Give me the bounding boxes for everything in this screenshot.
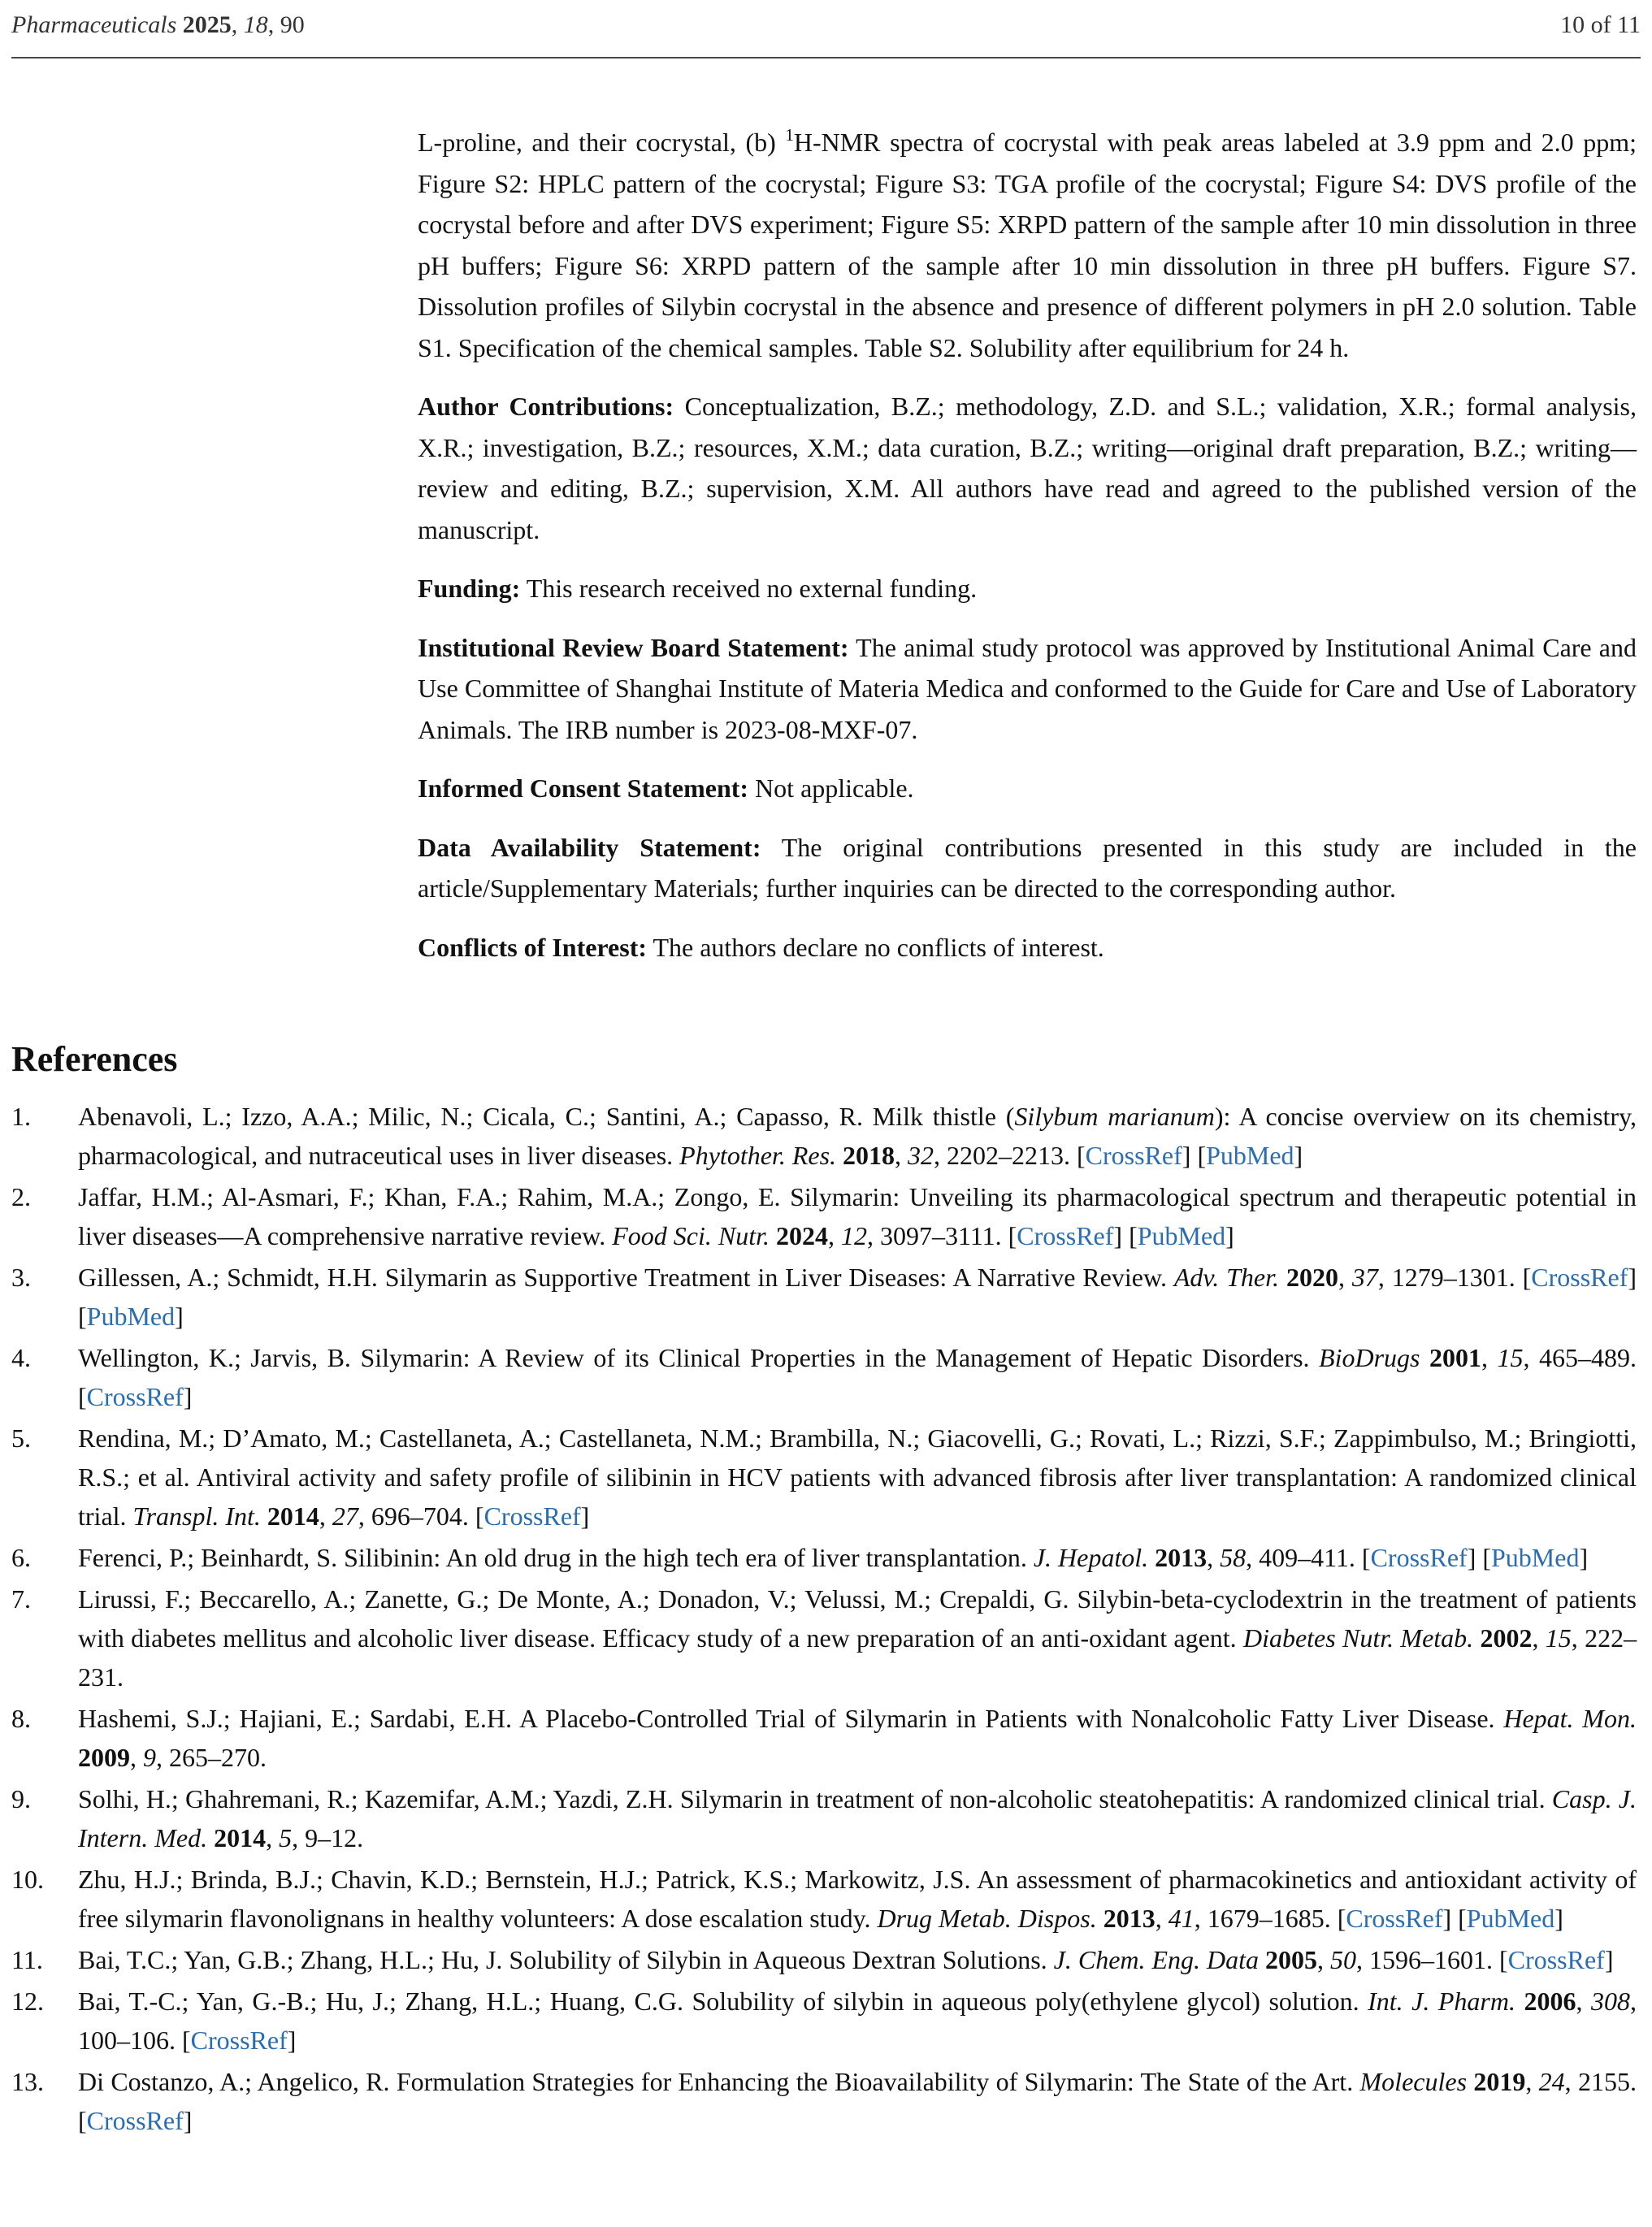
- reference-number: 1.: [11, 1102, 31, 1131]
- reference-number: 5.: [11, 1423, 31, 1453]
- reference-item: 11. Bai, T.C.; Yan, G.B.; Zhang, H.L.; Hu, J. Solubility of Silybin in Aqueous Dextran Solutions. J. Chem. Eng. Data 2005, 50, 1596–1601. [CrossRef]: [11, 1940, 1637, 1979]
- reference-number: 9.: [11, 1784, 31, 1813]
- reference-journal: Adv. Ther.: [1173, 1263, 1280, 1292]
- reference-pages: 1279–1301: [1391, 1263, 1509, 1292]
- statement-text: The original contributions presented in this study are included in the article/Supplementary Materials; further inquiries can be directed to the corresponding author.: [418, 832, 1637, 903]
- crossref-link[interactable]: CrossRef: [1507, 1945, 1605, 1974]
- supp-superscript: 1: [785, 125, 794, 145]
- reference-year: 2014: [267, 1501, 319, 1531]
- reference-number: 4.: [11, 1343, 31, 1372]
- reference-year: 2013: [1155, 1543, 1208, 1572]
- reference-number: 8.: [11, 1704, 31, 1733]
- reference-title: Silibinin: An old drug in the high tech era of liver transplantation.: [344, 1543, 1034, 1572]
- reference-year: 2020: [1286, 1263, 1338, 1292]
- page-header: [11, 8, 1641, 58]
- reference-volume: 37: [1351, 1263, 1378, 1292]
- crossref-link[interactable]: CrossRef: [86, 1382, 184, 1411]
- reference-journal: BioDrugs: [1319, 1343, 1420, 1372]
- crossref-link[interactable]: CrossRef: [1531, 1263, 1628, 1292]
- statement-text: The animal study protocol was approved by Institutional Animal Care and Use Committee of Shanghai Institute of Materia Medica and conformed to the Guide for Care and Use of Laboratory Animals. The IRB number is 2023-08-MXF-07.: [418, 632, 1637, 744]
- statement-0: [418, 386, 1637, 550]
- reference-volume: 9: [143, 1743, 156, 1772]
- reference-volume: 308: [1591, 1987, 1631, 2016]
- reference-authors: Hashemi, S.J.; Hajiani, E.; Sardabi, E.H.: [78, 1704, 520, 1733]
- reference-year: 2005: [1265, 1945, 1318, 1974]
- reference-pages: 100–106: [78, 2026, 169, 2055]
- supplementary-continuation: [418, 122, 1637, 368]
- reference-item: 13. Di Costanzo, A.; Angelico, R. Formulation Strategies for Enhancing the Bioavailability of Silymarin: The State of the Art. Molecules 2019, 24, 2155. [CrossRef]: [11, 2062, 1637, 2140]
- statement-text: The authors declare no conflicts of interest.: [647, 932, 1104, 962]
- reference-journal: Diabetes Nutr. Metab.: [1242, 1623, 1474, 1653]
- statement-1: [418, 568, 1637, 609]
- journal-year: 2025: [182, 11, 232, 38]
- reference-item: 8. Hashemi, S.J.; Hajiani, E.; Sardabi, E.H. A Placebo-Controlled Trial of Silymarin in Patients with Nonalcoholic Fatty Liver Disease. Hepat. Mon. 2009, 9, 265–270.: [11, 1699, 1637, 1777]
- reference-volume: 50: [1330, 1945, 1357, 1974]
- references-heading: References: [11, 1039, 178, 1079]
- reference-title: Formulation Strategies for Enhancing the Bioavailability of Silymarin: The State of the Art.: [396, 2067, 1360, 2096]
- supp-text-a: L-proline, and their cocrystal, (b): [418, 128, 786, 157]
- reference-item: 9. Solhi, H.; Ghahremani, R.; Kazemifar, A.M.; Yazdi, Z.H. Silymarin in treatment of non-alcoholic steatohepatitis: A randomized clinical trial. Casp. J. Intern. Med. 2014, 5, 9–12.: [11, 1779, 1637, 1857]
- reference-title: Solubility of Silybin in Aqueous Dextran Solutions.: [509, 1945, 1054, 1974]
- reference-title-italic: Silybum marianum: [1014, 1102, 1215, 1131]
- reference-journal: Int. J. Pharm.: [1368, 1987, 1515, 2016]
- reference-pages: 222–231: [78, 1623, 1637, 1692]
- reference-journal: Drug Metab. Dispos.: [877, 1904, 1097, 1933]
- page-number: 10 of 11: [1560, 11, 1641, 38]
- reference-number: 12.: [11, 1987, 44, 2016]
- crossref-link[interactable]: CrossRef: [1017, 1221, 1114, 1250]
- reference-authors: Abenavoli, L.; Izzo, A.A.; Milic, N.; Cicala, C.; Santini, A.; Capasso, R.: [78, 1102, 873, 1131]
- reference-year: 2014: [214, 1823, 267, 1852]
- reference-year: 2002: [1480, 1623, 1533, 1653]
- reference-title: ): A concise overview on its chemistry, pharmacological, and nutraceutical uses in liver diseases.: [78, 1102, 1637, 1170]
- journal-citation: Pharmaceuticals 2025, 18, 90: [11, 11, 305, 38]
- reference-volume: 12: [841, 1221, 868, 1250]
- reference-authors: Di Costanzo, A.; Angelico, R.: [78, 2067, 397, 2096]
- reference-item: 5. Rendina, M.; D’Amato, M.; Castellaneta, A.; Castellaneta, N.M.; Brambilla, N.; Giacovelli, G.; Rovati, L.; Rizzi, S.F.; Zappimbulso, M.; Bringiotti, R.S.; et al. Antiviral activity and safety profile of silibinin in HCV patients with advanced fibrosis after liver transplantation: A randomized clinical trial. Transpl. Int. 2014, 27, 696–704. [CrossRef]: [11, 1419, 1637, 1536]
- reference-year: 2006: [1524, 1987, 1576, 2016]
- reference-item: 4. Wellington, K.; Jarvis, B. Silymarin: A Review of its Clinical Properties in the Management of Hepatic Disorders. BioDrugs 2001, 15, 465–489. [CrossRef]: [11, 1338, 1637, 1416]
- reference-journal: Hepat. Mon.: [1503, 1704, 1637, 1733]
- reference-pages: 2155: [1578, 2067, 1630, 2096]
- reference-pages: 1679–1685: [1207, 1904, 1325, 1933]
- reference-journal: J. Chem. Eng. Data: [1053, 1945, 1260, 1974]
- reference-authors: Ferenci, P.; Beinhardt, S.: [78, 1543, 345, 1572]
- journal-article: 90: [280, 11, 305, 38]
- statement-label: Funding:: [418, 574, 521, 603]
- reference-volume: 15: [1497, 1343, 1524, 1372]
- statement-text: This research received no external funding.: [520, 574, 978, 603]
- journal-volume: 18: [243, 11, 268, 38]
- reference-journal: Food Sci. Nutr.: [612, 1221, 770, 1250]
- reference-title: Silybin-beta-cyclodextrin in the treatment of patients with diabetes mellitus and alcoholic liver disease. Efficacy study of a new preparation of an anti-oxidant agent.: [78, 1584, 1637, 1653]
- reference-title: Silymarin: A Review of its Clinical Properties in the Management of Hepatic Disorders.: [360, 1343, 1320, 1372]
- reference-item: 12. Bai, T.-C.; Yan, G.-B.; Hu, J.; Zhang, H.L.; Huang, C.G. Solubility of silybin in aqueous poly(ethylene glycol) solution. Int. J. Pharm. 2006, 308, 100–106. [CrossRef]: [11, 1982, 1637, 2060]
- statement-text: Conceptualization, B.Z.; methodology, Z.D. and S.L.; validation, X.R.; formal analysis, X.R.; investigation, B.Z.; resources, X.M.; data curation, B.Z.; writing—original draft preparation, B.Z.; writing—review and editing, B.Z.; supervision, X.M. All authors have read and agreed to the published version of the manuscript.: [418, 392, 1637, 544]
- reference-journal: J. Hepatol.: [1033, 1543, 1149, 1572]
- pubmed-link[interactable]: PubMed: [1491, 1543, 1580, 1572]
- reference-title: Silymarin: Unveiling its pharmacological spectrum and therapeutic potential in liver diseases—A comprehensive narrative review.: [78, 1182, 1637, 1250]
- reference-title: Silymarin in treatment of non-alcoholic steatohepatitis: A randomized clinical trial.: [679, 1784, 1552, 1813]
- reference-pages: 1596–1601: [1369, 1945, 1487, 1974]
- reference-year: 2013: [1103, 1904, 1156, 1933]
- pubmed-link[interactable]: PubMed: [1466, 1904, 1555, 1933]
- reference-volume: 24: [1538, 2067, 1565, 2096]
- statement-text: Not applicable.: [748, 773, 914, 803]
- reference-title: An assessment of pharmacokinetics and antioxidant activity of free silymarin flavonolignans in healthy volunteers: A dose escalation study.: [78, 1865, 1637, 1933]
- pubmed-link[interactable]: PubMed: [86, 1302, 176, 1331]
- reference-title: Solubility of silybin in aqueous poly(ethylene glycol) solution.: [692, 1987, 1368, 2016]
- statement-4: [418, 827, 1637, 909]
- reference-item: 1. Abenavoli, L.; Izzo, A.A.; Milic, N.; Cicala, C.; Santini, A.; Capasso, R. Milk thistle (Silybum marianum): A concise overview on its chemistry, pharmacological, and nutraceutical uses in liver diseases. Phytother. Res. 2018, 32, 2202–2213. [CrossRef] [PubMed]: [11, 1097, 1637, 1175]
- crossref-link[interactable]: CrossRef: [1085, 1141, 1182, 1170]
- statement-label: Conflicts of Interest:: [418, 932, 648, 962]
- reference-volume: 15: [1545, 1623, 1572, 1653]
- reference-year: 2019: [1473, 2067, 1526, 2096]
- reference-title: Antiviral activity and safety profile of silibinin in HCV patients with advanced fibrosis after liver transplantation: A randomized clinical trial.: [78, 1462, 1637, 1531]
- reference-authors: Rendina, M.; D’Amato, M.; Castellaneta, A.; Castellaneta, N.M.; Brambilla, N.; Giacovelli, G.; Rovati, L.; Rizzi, S.F.; Zappimbulso, M.; Bringiotti, R.S.; et al.: [78, 1423, 1637, 1492]
- statement-label: Data Availability Statement:: [418, 832, 761, 862]
- statement-3: [418, 768, 1637, 809]
- reference-title: Milk thistle (: [872, 1102, 1015, 1131]
- statement-5: [418, 927, 1637, 968]
- reference-item: 6. Ferenci, P.; Beinhardt, S. Silibinin: An old drug in the high tech era of liver transplantation. J. Hepatol. 2013, 58, 409–411. [CrossRef] [PubMed]: [11, 1538, 1637, 1577]
- statement-label: Informed Consent Statement:: [418, 773, 749, 803]
- reference-number: 13.: [11, 2067, 44, 2096]
- reference-pages: 409–411: [1259, 1543, 1349, 1572]
- reference-authors: Zhu, H.J.; Brinda, B.J.; Chavin, K.D.; Bernstein, H.J.; Patrick, K.S.; Markowitz, J.S.: [78, 1865, 978, 1894]
- reference-item: 3. Gillessen, A.; Schmidt, H.H. Silymarin as Supportive Treatment in Liver Diseases: A Narrative Review. Adv. Ther. 2020, 37, 1279–1301. [CrossRef] [PubMed]: [11, 1258, 1637, 1336]
- reference-year: 2018: [843, 1141, 895, 1170]
- back-matter: [418, 122, 1637, 986]
- statements-list: [418, 386, 1637, 968]
- reference-year: 2001: [1429, 1343, 1481, 1372]
- reference-authors: Lirussi, F.; Beccarello, A.; Zanette, G.; De Monte, A.; Donadon, V.; Velussi, M.; Crepaldi, G.: [78, 1584, 1077, 1614]
- reference-journal: Casp. J. Intern. Med.: [78, 1784, 1637, 1852]
- reference-number: 2.: [11, 1182, 31, 1211]
- journal-name: Pharmaceuticals: [11, 11, 177, 38]
- reference-pages: 9–12: [305, 1823, 358, 1852]
- crossref-link[interactable]: CrossRef: [1346, 1904, 1443, 1933]
- reference-authors: Bai, T.-C.; Yan, G.-B.; Hu, J.; Zhang, H.L.; Huang, C.G.: [78, 1987, 692, 2016]
- crossref-link[interactable]: CrossRef: [1370, 1543, 1468, 1572]
- reference-volume: 41: [1168, 1904, 1195, 1933]
- reference-authors: Jaffar, H.M.; Al-Asmari, F.; Khan, F.A.; Rahim, M.A.; Zongo, E.: [78, 1182, 791, 1211]
- statement-label: Author Contributions:: [418, 392, 674, 421]
- reference-pages: 2202–2213: [947, 1141, 1064, 1170]
- reference-year: 2009: [78, 1743, 130, 1772]
- reference-title: A Placebo-Controlled Trial of Silymarin in Patients with Nonalcoholic Fatty Liver Disease.: [519, 1704, 1504, 1733]
- reference-pages: 3097–3111: [880, 1221, 995, 1250]
- reference-journal: Transpl. Int.: [132, 1501, 261, 1531]
- pubmed-link[interactable]: PubMed: [1206, 1141, 1294, 1170]
- reference-authors: Wellington, K.; Jarvis, B.: [78, 1343, 361, 1372]
- crossref-link[interactable]: CrossRef: [86, 2106, 184, 2135]
- statement-label: Institutional Review Board Statement:: [418, 632, 849, 662]
- reference-year: 2024: [776, 1221, 829, 1250]
- reference-volume: 32: [908, 1141, 934, 1170]
- reference-number: 3.: [11, 1263, 31, 1292]
- crossref-link[interactable]: CrossRef: [483, 1501, 581, 1531]
- statement-2: [418, 627, 1637, 751]
- supp-text-b: H-NMR spectra of cocrystal with peak areas labeled at 3.9 ppm and 2.0 ppm; Figure S2: HPLC pattern of the cocrystal; Figure S3: TGA profile of the cocrystal; Figure S4: DVS profile of the cocrystal before and after DVS experiment; Figure S5: XRPD pattern of the sample after 10 min dissolution in three pH buffers; Figure S6: XRPD pattern of the sample after 10 min dissolution in three pH buffers. Figure S7. Dissolution profiles of Silybin cocrystal in the absence and presence of different polymers in pH 2.0 solution. Table S1. Specification of the chemical samples. Table S2. Solubility after equilibrium for 24 h.: [418, 128, 1637, 362]
- reference-volume: 5: [279, 1823, 293, 1852]
- reference-volume: 27: [332, 1501, 358, 1531]
- reference-pages: 696–704: [371, 1501, 462, 1531]
- reference-authors: Gillessen, A.; Schmidt, H.H.: [78, 1263, 385, 1292]
- reference-number: 11.: [11, 1945, 43, 1974]
- crossref-link[interactable]: CrossRef: [190, 2026, 288, 2055]
- reference-title: Silymarin as Supportive Treatment in Liver Diseases: A Narrative Review.: [384, 1263, 1174, 1292]
- reference-pages: 465–489: [1539, 1343, 1631, 1372]
- reference-item: 10. Zhu, H.J.; Brinda, B.J.; Chavin, K.D.; Bernstein, H.J.; Patrick, K.S.; Markowitz, J.S. An assessment of pharmacokinetics and antioxidant activity of free silymarin flavonolignans in healthy volunteers: A dose escalation study. Drug Metab. Dispos. 2013, 41, 1679–1685. [CrossRef] [PubMed]: [11, 1860, 1637, 1938]
- pubmed-link[interactable]: PubMed: [1137, 1221, 1226, 1250]
- references-list: [11, 1097, 1637, 2143]
- reference-authors: Bai, T.C.; Yan, G.B.; Zhang, H.L.; Hu, J.: [78, 1945, 509, 1974]
- reference-item: 2. Jaffar, H.M.; Al-Asmari, F.; Khan, F.A.; Rahim, M.A.; Zongo, E. Silymarin: Unveiling its pharmacological spectrum and therapeutic potential in liver diseases—A comprehensive narrative review. Food Sci. Nutr. 2024, 12, 3097–3111. [CrossRef] [PubMed]: [11, 1177, 1637, 1255]
- reference-pages: 265–270: [169, 1743, 260, 1772]
- reference-number: 6.: [11, 1543, 31, 1572]
- reference-journal: Phytother. Res.: [679, 1141, 837, 1170]
- reference-authors: Solhi, H.; Ghahremani, R.; Kazemifar, A.M.; Yazdi, Z.H.: [78, 1784, 680, 1813]
- reference-journal: Molecules: [1359, 2067, 1468, 2096]
- reference-volume: 58: [1220, 1543, 1247, 1572]
- reference-number: 7.: [11, 1584, 31, 1614]
- reference-item: 7. Lirussi, F.; Beccarello, A.; Zanette, G.; De Monte, A.; Donadon, V.; Velussi, M.; Crepaldi, G. Silybin-beta-cyclodextrin in the treatment of patients with diabetes mellitus and alcoholic liver disease. Efficacy study of a new preparation of an anti-oxidant agent. Diabetes Nutr. Metab. 2002, 15, 222–231.: [11, 1579, 1637, 1696]
- reference-number: 10.: [11, 1865, 44, 1894]
